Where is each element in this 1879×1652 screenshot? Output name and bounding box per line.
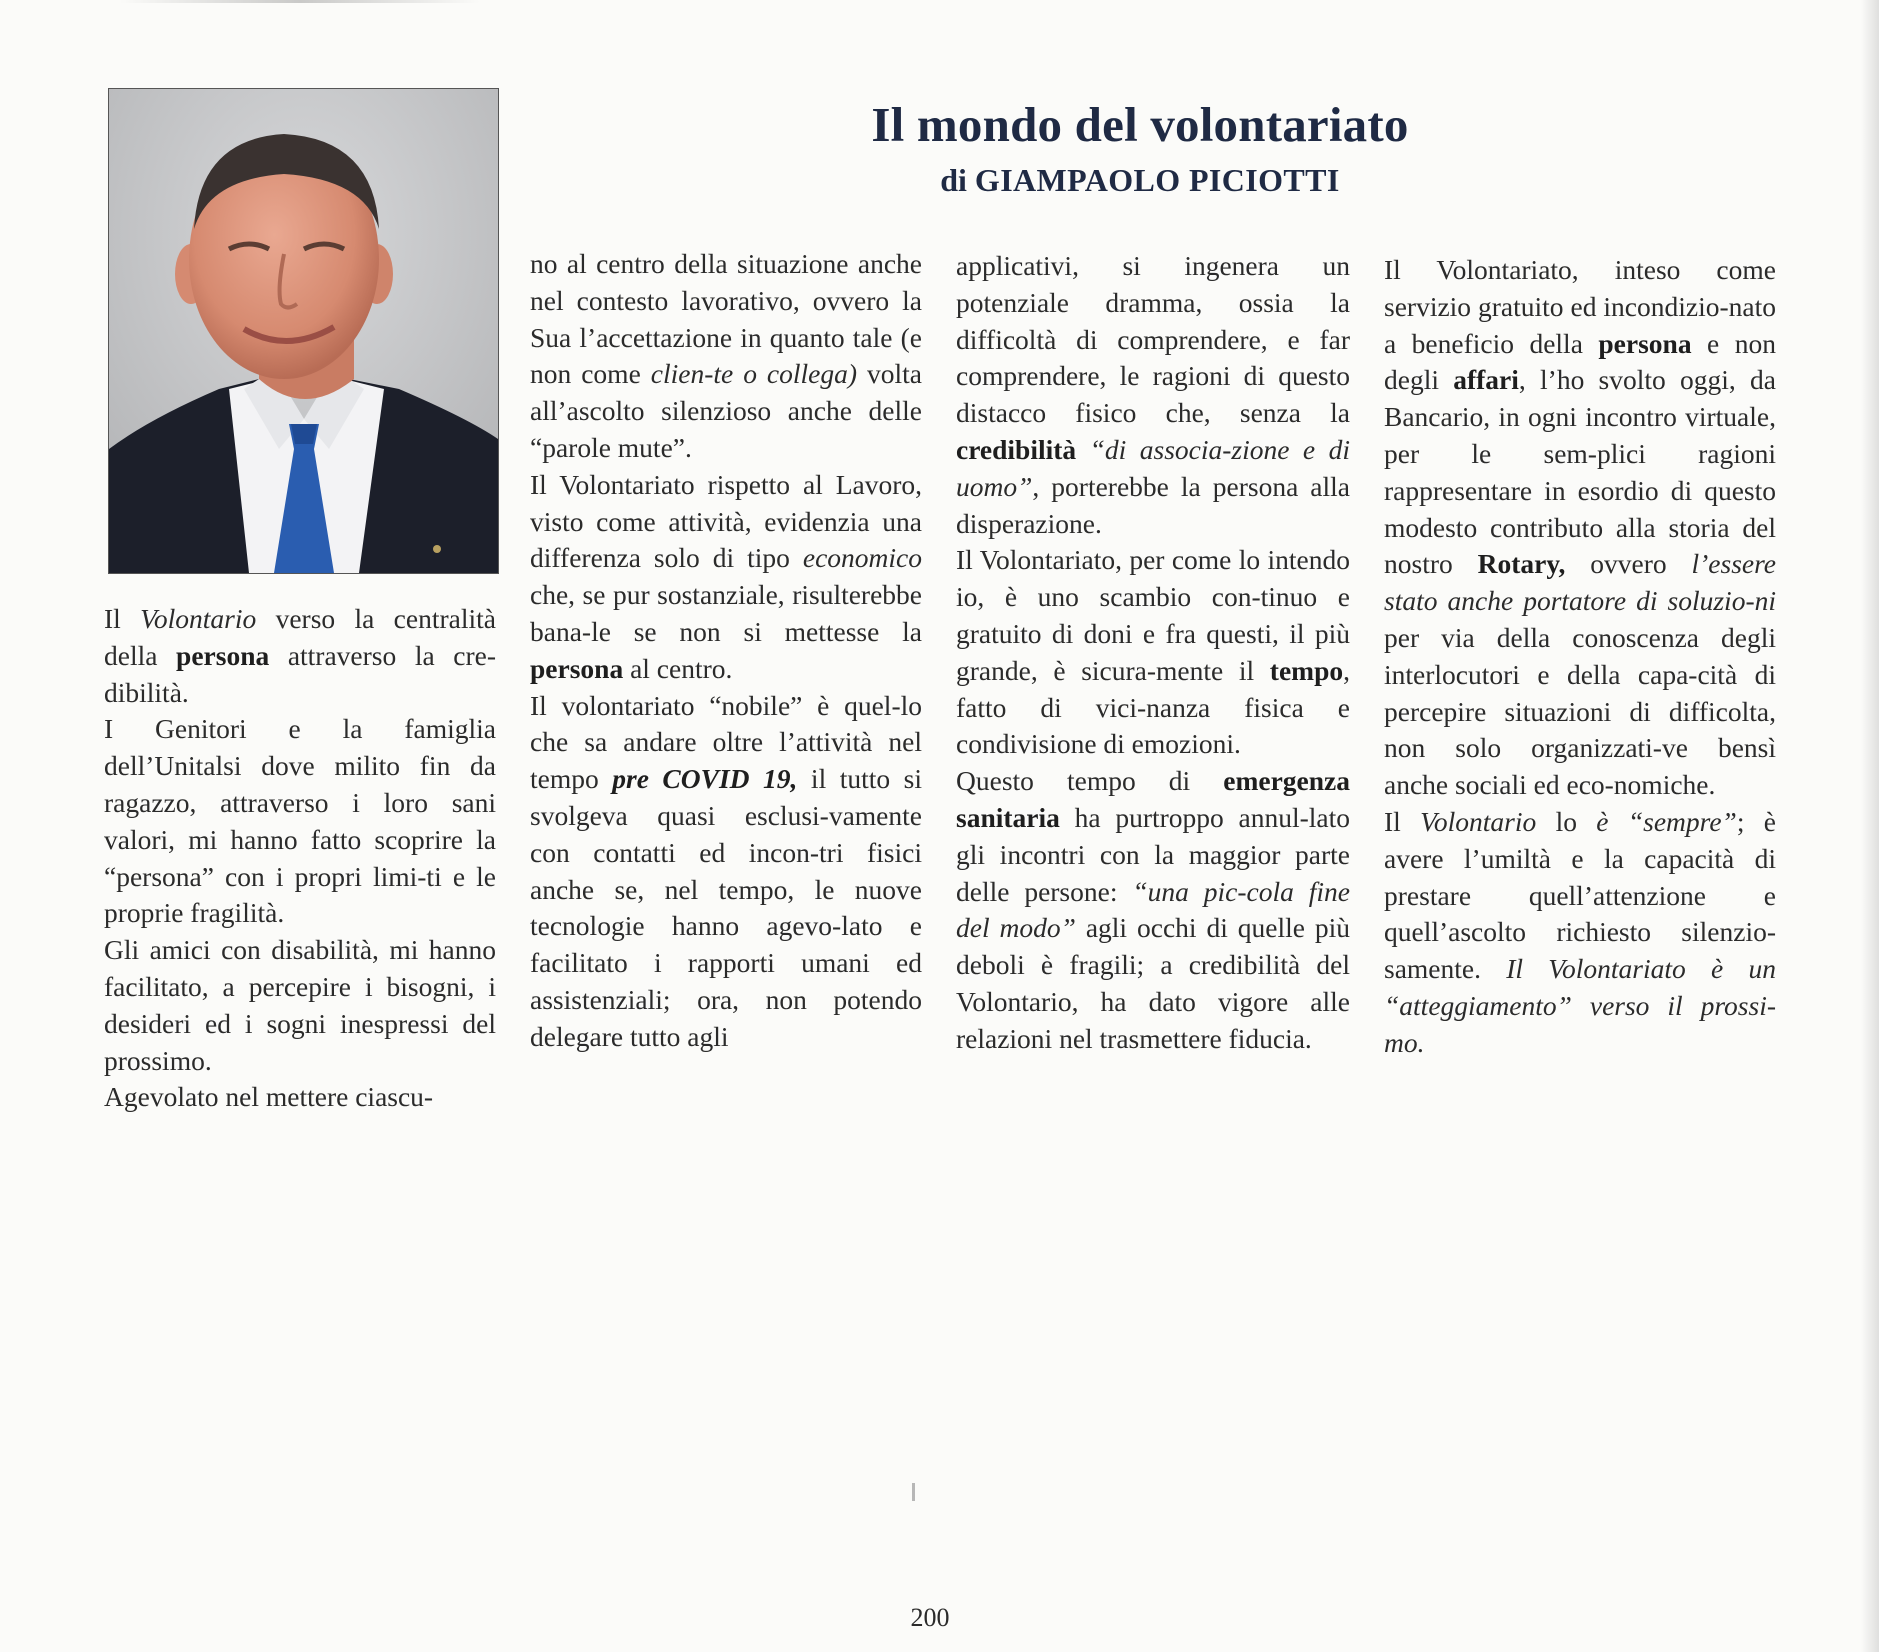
text-run: Il (1384, 805, 1421, 837)
text-run: no al centro della situazione anche nel contesto lavorativo, ovvero la Sua l’accettazione in quanto tale (e non come (530, 248, 922, 390)
bold-run: persona (176, 639, 270, 671)
author-name: GIAMPAOLO PICIOTTI (974, 162, 1340, 198)
italic-run: Volontario (140, 603, 257, 634)
paragraph (530, 467, 922, 688)
top-edge-line (120, 0, 480, 3)
text-run: ; è avere l’umiltà e la capacità di prestare quell’attenzione e quell’ascolto richiesto silenzio-samente. (1384, 805, 1776, 985)
bold-italic-run: pre COVID 19, (612, 763, 798, 795)
text-run: e non degli (1384, 327, 1776, 396)
text-run: applicativi, si ingenera un potenziale dramma, ossia la difficoltà di comprendere, e far comprendere, le ragioni di questo distacco fisico che, senza la (956, 250, 1350, 429)
bold-run: tempo (1269, 654, 1344, 686)
italic-run: “una pic-cola fine del modo” (956, 875, 1350, 944)
text-run: verso la centralità della (104, 603, 496, 671)
portrait-illustration (109, 89, 498, 573)
text-column-4 (1384, 252, 1776, 1062)
text-run: Il Volontariato rispetto al Lavoro, visto come attività, evidenzia una differenza solo di tipo (530, 468, 922, 574)
article-title: Il mondo del volontariato (871, 97, 1409, 152)
paragraph (956, 248, 1350, 542)
text-run: Il Volontariato, per come lo intendo io, è uno scambio con-tinuo e gratuito di doni e fra questi, il più grande, è sicura-mente il (956, 544, 1350, 686)
text-run: lo (1536, 805, 1597, 837)
paragraph: I Genitori e la famiglia dell’Unitalsi dove milito fin da ragazzo, attraverso i loro sani valori, mi hanno fatto scoprire la “persona” con i propri limi-ti e le proprie fragilità. (104, 713, 496, 929)
text-run: Questo tempo di (956, 765, 1224, 797)
paragraph: Gli amici con disabilità, mi hanno facilitato, a percepire i bisogni, i desideri ed i sogni inespressi del prossimo. (104, 934, 496, 1076)
byline-prefix: di (940, 162, 967, 198)
text-run: Il volontariato “nobile” è quel-lo che sa andare oltre l’attività nel tempo (530, 689, 922, 795)
text-run: ha purtroppo annul-lato gli incontri con la maggior parte delle persone: (956, 801, 1350, 907)
text-run: Il (104, 603, 141, 634)
bold-run: credibilità (956, 433, 1077, 465)
article-byline (770, 162, 1510, 199)
text-run: Il Volontariato, inteso come servizio gratuito ed incondizio-nato a beneficio della (1384, 254, 1776, 359)
paragraph (956, 542, 1350, 763)
paragraph (1384, 252, 1776, 804)
text-run: per via della conoscenza degli interlocutori e della capa-cità di percepire situazioni di difficolta, non solo organizzati-ve bensì anche sociali ed eco-nomiche. (1384, 621, 1776, 801)
text-run: che, se pur sostanziale, risulterebbe bana-le se non si mettesse la (530, 579, 922, 647)
paragraph (104, 601, 496, 711)
italic-run: clien-te o collega) (650, 358, 858, 390)
italic-run: l’essere stato anche portatore di soluzio-ni (1384, 548, 1776, 617)
paragraph (1384, 804, 1776, 1062)
italic-run: economico (802, 542, 922, 574)
text-run: , porterebbe la persona alla disperazione. (956, 470, 1350, 539)
page-number: 200 (910, 1603, 950, 1632)
text-run: , l’ho svolto oggi, da Bancario, in ogni incontro virtuale, per le sem-plici ragioni rappresentare in esordio di questo modesto contributo alla storia del nostro (1384, 364, 1776, 580)
paragraph (530, 688, 922, 1056)
text-column-1 (104, 601, 496, 1116)
bold-run: affari (1453, 364, 1519, 396)
bold-run: emergenza sanitaria (956, 765, 1350, 833)
paragraph: Agevolato nel mettere ciascu- (104, 1081, 434, 1113)
paragraph (956, 763, 1350, 1057)
text-run (1076, 434, 1089, 465)
text-run: , fatto di vici-nanza fisica e condivisione di emozioni. (956, 654, 1350, 760)
text-run: il tutto si svolgeva quasi esclusi-vamente con contatti ed incon-tri fisici anche se, nel tempo, le nuove tecnologie hanno agevo-lato e facilitato i rapporti umani ed assistenziali; ora, non potendo delegare tutto agli (530, 763, 922, 1052)
paragraph (530, 246, 922, 467)
print-speck (912, 1483, 915, 1501)
text-column-2 (530, 246, 922, 1056)
italic-run: “di associa-zione e di uomo” (956, 433, 1350, 502)
italic-run: Il Volontariato è un “atteggiamento” verso il prossi-mo. (1384, 953, 1776, 1058)
bold-run: persona (530, 652, 624, 684)
italic-run: Volontario (1420, 805, 1537, 837)
italic-run: è “sempre” (1596, 805, 1737, 837)
bold-run: Rotary, (1477, 548, 1566, 580)
author-photo (108, 88, 499, 574)
text-column-3 (956, 248, 1350, 1058)
text-run: volta all’ascolto silenzioso anche delle “parole mute”. (530, 358, 922, 463)
text-run: attraverso la cre-dibilità. (104, 639, 496, 708)
page-edge-shadow (1861, 0, 1879, 1652)
text-run: ovvero (1565, 548, 1692, 580)
text-run: al centro. (623, 652, 733, 684)
text-run: agli occhi di quelle più deboli è fragili; a credibilità del Volontario, ha dato vigore alle relazioni nel trasmettere fiducia. (956, 912, 1351, 1054)
bold-run: persona (1598, 327, 1692, 359)
